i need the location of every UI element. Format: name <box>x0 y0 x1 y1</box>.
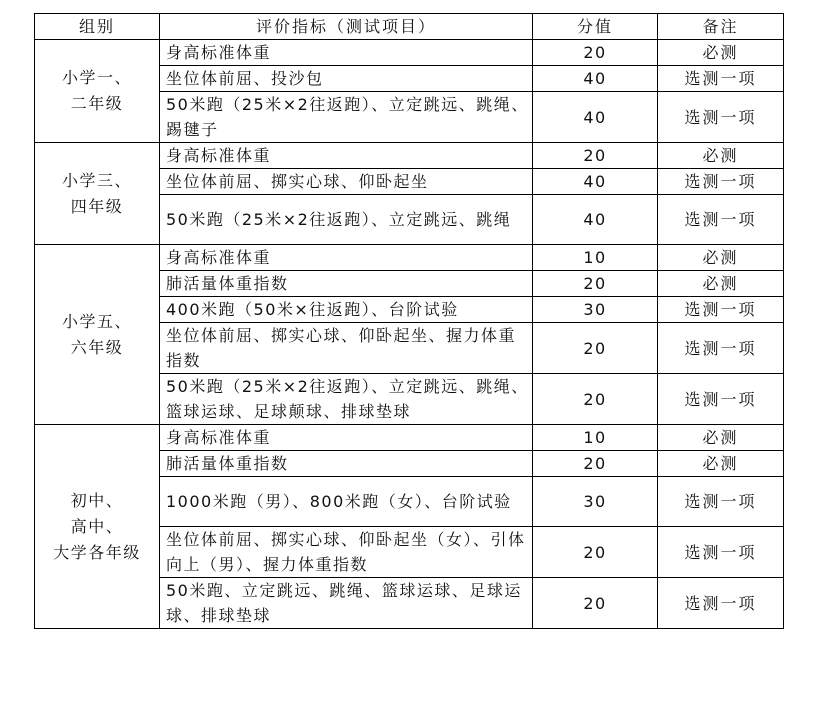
note-cell: 必测 <box>658 451 784 477</box>
score-cell: 40 <box>533 169 658 195</box>
score-cell: 10 <box>533 245 658 271</box>
note-cell: 选测一项 <box>658 374 784 425</box>
indicator-cell: 50米跑（25米×2往返跑）、立定跳远、跳绳 <box>160 195 533 245</box>
group-name-line: 小学五、 <box>61 311 132 331</box>
indicator-cell: 身高标准体重 <box>160 143 533 169</box>
indicator-cell: 1000米跑（男）、800米跑（女）、台阶试验 <box>160 477 533 527</box>
header-note: 备注 <box>658 14 784 40</box>
group-name-cell <box>35 143 160 245</box>
score-cell: 20 <box>533 143 658 169</box>
indicator-cell: 身高标准体重 <box>160 40 533 66</box>
note-cell: 选测一项 <box>658 169 784 195</box>
note-cell: 选测一项 <box>658 66 784 92</box>
note-cell: 选测一项 <box>658 323 784 374</box>
header-row <box>35 14 784 40</box>
fitness-test-table <box>34 13 784 629</box>
group-name-line: 大学各年级 <box>53 542 141 562</box>
table-row <box>35 143 784 169</box>
table-row <box>35 40 784 66</box>
score-cell: 20 <box>533 374 658 425</box>
score-cell: 20 <box>533 40 658 66</box>
score-cell: 20 <box>533 527 658 578</box>
table-row <box>35 245 784 271</box>
indicator-cell: 身高标准体重 <box>160 425 533 451</box>
score-cell: 20 <box>533 271 658 297</box>
group-name-line: 四年级 <box>70 196 124 216</box>
note-cell: 选测一项 <box>658 527 784 578</box>
note-cell: 选测一项 <box>658 195 784 245</box>
score-cell: 30 <box>533 477 658 527</box>
note-cell: 选测一项 <box>658 92 784 143</box>
indicator-cell: 坐位体前屈、掷实心球、仰卧起坐 <box>160 169 533 195</box>
group-name-line: 六年级 <box>70 337 124 357</box>
group-name-cell <box>35 245 160 425</box>
group-name-line: 小学一、 <box>61 68 132 87</box>
group-name-line: 初中、 <box>70 490 124 510</box>
note-cell: 必测 <box>658 425 784 451</box>
score-cell: 20 <box>533 451 658 477</box>
group-name-cell <box>35 40 160 143</box>
indicator-cell: 坐位体前屈、掷实心球、仰卧起坐、握力体重指数 <box>160 323 533 374</box>
header-group: 组别 <box>35 14 160 40</box>
table-row <box>35 425 784 451</box>
score-cell: 10 <box>533 425 658 451</box>
group-name-line: 小学三、 <box>61 170 132 190</box>
score-cell: 20 <box>533 578 658 629</box>
group-name-line: 二年级 <box>70 94 124 113</box>
note-cell: 选测一项 <box>658 477 784 527</box>
indicator-cell: 50米跑、立定跳远、跳绳、篮球运球、足球运球、排球垫球 <box>160 578 533 629</box>
score-cell: 20 <box>533 323 658 374</box>
score-cell: 40 <box>533 66 658 92</box>
score-cell: 30 <box>533 297 658 323</box>
indicator-cell: 坐位体前屈、投沙包 <box>160 66 533 92</box>
note-cell: 选测一项 <box>658 297 784 323</box>
note-cell: 必测 <box>658 271 784 297</box>
indicator-cell: 400米跑（50米×往返跑）、台阶试验 <box>160 297 533 323</box>
group-name-line: 高中、 <box>70 516 124 536</box>
score-cell: 40 <box>533 195 658 245</box>
indicator-cell: 身高标准体重 <box>160 245 533 271</box>
group-name-cell <box>35 425 160 629</box>
header-indicator: 评价指标（测试项目） <box>160 14 533 40</box>
note-cell: 必测 <box>658 143 784 169</box>
indicator-cell: 肺活量体重指数 <box>160 271 533 297</box>
indicator-cell: 肺活量体重指数 <box>160 451 533 477</box>
header-score: 分值 <box>533 14 658 40</box>
score-cell: 40 <box>533 92 658 143</box>
indicator-cell: 50米跑（25米×2往返跑）、立定跳远、跳绳、踢毽子 <box>160 92 533 143</box>
indicator-cell: 坐位体前屈、掷实心球、仰卧起坐（女）、引体向上（男）、握力体重指数 <box>160 527 533 578</box>
note-cell: 必测 <box>658 40 784 66</box>
note-cell: 选测一项 <box>658 578 784 629</box>
indicator-cell: 50米跑（25米×2往返跑）、立定跳远、跳绳、篮球运球、足球颠球、排球垫球 <box>160 374 533 425</box>
note-cell: 必测 <box>658 245 784 271</box>
